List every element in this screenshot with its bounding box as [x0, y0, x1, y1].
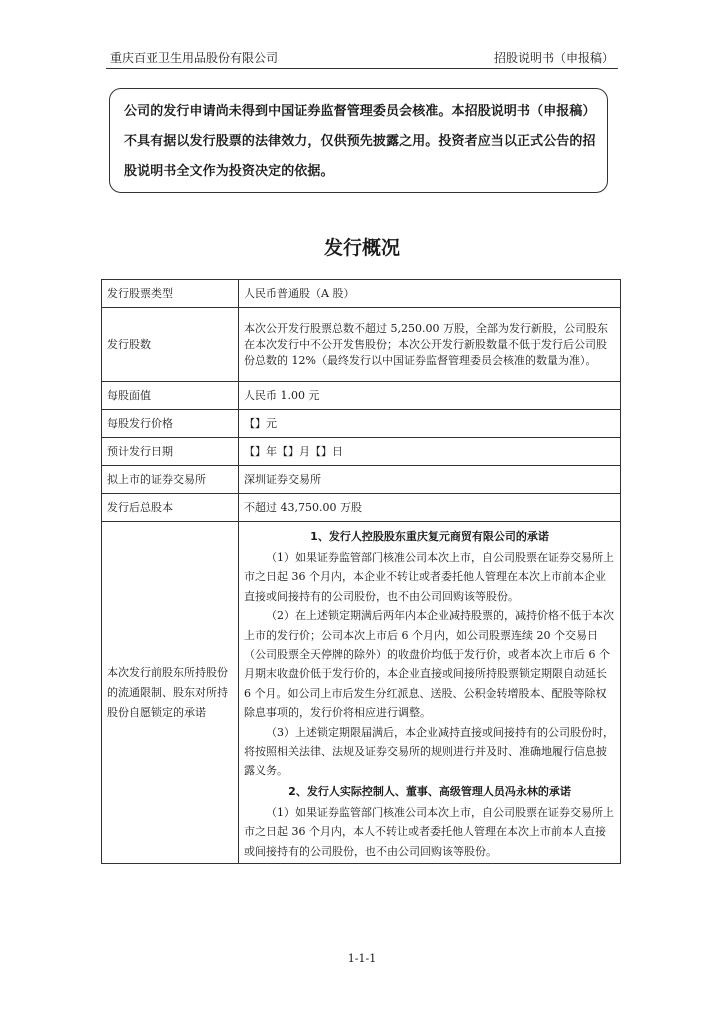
lockup-commitments: [239, 522, 621, 864]
commitment-paragraph: （3）上述锁定期限届满后，本企业减持直接或间接持有的公司股份时，将按照相关法律、法规及证券交易所的规则进行并及时、准确地履行信息披露义务。: [244, 725, 614, 778]
commitment-paragraph: （1）如果证券监管部门核准公司本次上市，自公司股票在证券交易所上市之日起 36 个月内，本企业不转让或者委托他人管理在本次上市前本企业直接或间接持有的公司股份，也不由公司回购该等股份。: [244, 551, 614, 603]
table-row: [102, 382, 621, 410]
row-value: 人民币普通股（A 股）: [239, 280, 621, 308]
section-heading: 1、发行人控股股东重庆复元商贸有限公司的承诺: [310, 530, 549, 543]
commitment-paragraph: （2）在上述锁定期满后两年内本企业减持股票的，减持价格不低于本次上市的发行价；公司本次上市后 6 个月内，如公司股票连续 20 个交易日（公司股票全天停牌的除外）的收盘价均低于发行价，或者本次上市后 6 个月期末收盘价低于发行价的，本企业直接或间接所持股票锁定期限自动延长 6 个月。如公司上市后发生分红派息、送股、公积金转增股本、配股等除权除息事项的，发行价将相应进行调整。: [244, 609, 614, 720]
table-row: [102, 466, 621, 494]
table-row-lockup: [102, 522, 621, 864]
table-row: [102, 410, 621, 438]
row-value: 本次公开发行股票总数不超过 5,250.00 万股，全部为发行新股，公司股东在本次发行中不公开发售股份；本次公开发行新股数量不低于发行后公司股份总数的 12%（最终发行以中国证券监督管理委员会核准的数量为准）。: [239, 308, 621, 382]
row-label: 本次发行前股东所持股份的流通限制、股东对所持股份自愿锁定的承诺: [102, 522, 239, 864]
table-row: [102, 308, 621, 382]
header-company-name: 重庆百亚卫生用品股份有限公司: [110, 51, 279, 65]
row-label: 每股发行价格: [102, 410, 239, 438]
row-label: 发行股数: [102, 308, 239, 382]
page-number: 1-1-1: [347, 952, 377, 965]
commitment-paragraph: （1）如果证券监管部门核准公司本次上市，自公司股票在证券交易所上市之日起 36 个月内，本人不转让或者委托他人管理在本次上市前本人直接或间接持有的公司股份，也不由公司回购该等股份。: [244, 805, 614, 858]
page-title: 发行概况: [323, 237, 400, 259]
table-row: [102, 438, 621, 466]
row-label: 发行股票类型: [102, 280, 239, 308]
row-value: 【】元: [239, 410, 621, 438]
table-row: [102, 494, 621, 522]
row-value: 【】年【】月【】日: [239, 438, 621, 466]
row-label: 发行后总股本: [102, 494, 239, 522]
row-value: 人民币 1.00 元: [239, 382, 621, 410]
row-label: 每股面值: [102, 382, 239, 410]
notice-text: 公司的发行申请尚未得到中国证券监督管理委员会核准。本招股说明书（申报稿）不具有据以发行股票的法律效力，仅供预先披露之用。投资者应当以正式公告的招股说明书全文作为投资决定的依据。: [124, 104, 596, 179]
page-header: [106, 48, 618, 69]
row-value: 不超过 43,750.00 万股: [239, 494, 621, 522]
row-label: 拟上市的证券交易所: [102, 466, 239, 494]
row-value: 深圳证券交易所: [239, 466, 621, 494]
preliminary-notice-box: [109, 88, 608, 193]
table-row: [102, 280, 621, 308]
offering-summary-table: [101, 279, 621, 864]
section-heading: 2、发行人实际控制人、董事、高级管理人员冯永林的承诺: [288, 784, 571, 798]
row-label: 预计发行日期: [102, 438, 239, 466]
header-document-title: 招股说明书（申报稿）: [493, 51, 614, 65]
